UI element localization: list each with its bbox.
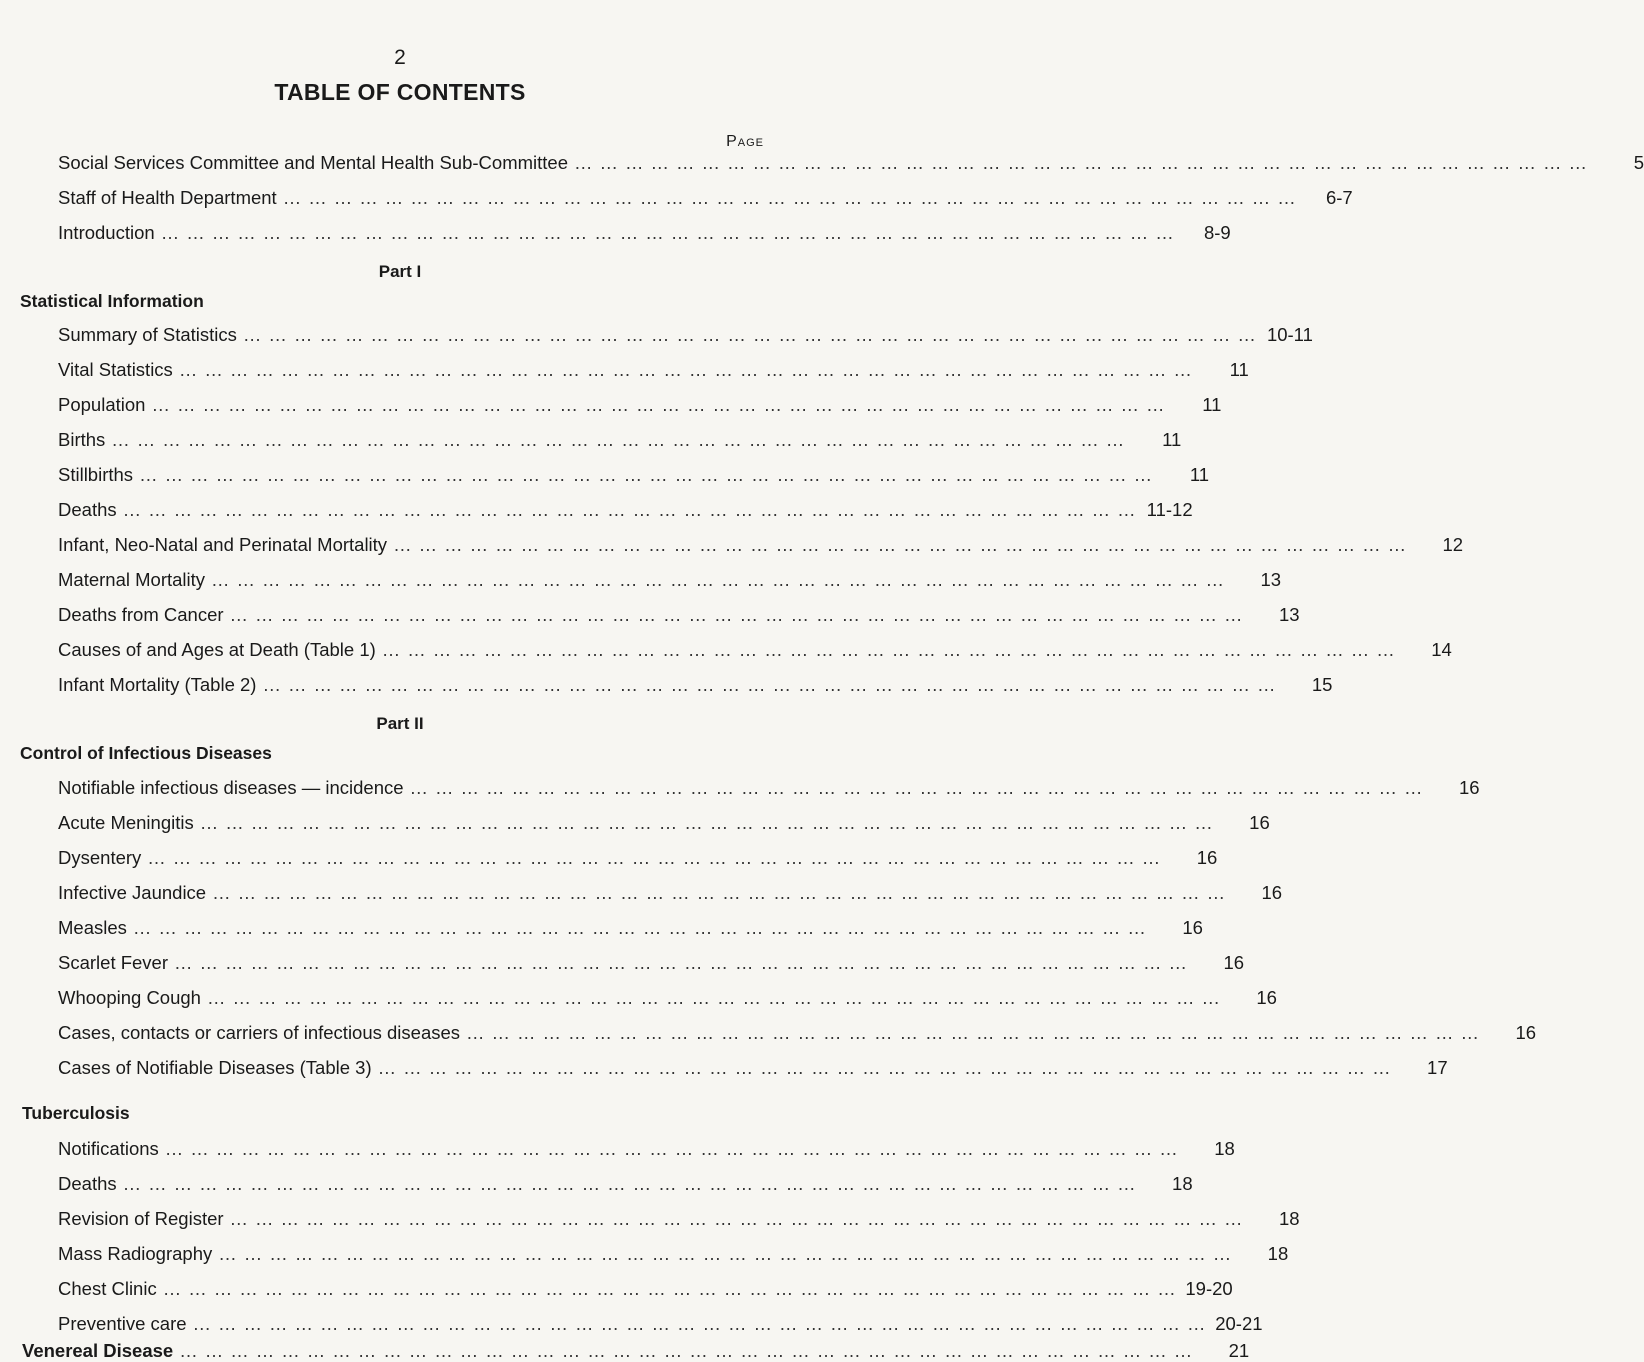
toc-entry-page: 16 bbox=[1249, 812, 1270, 833]
dot-leader: ………………………………………………………………………………………………………… bbox=[381, 639, 1402, 660]
toc-entry[interactable] bbox=[58, 1173, 1193, 1195]
toc-entry[interactable] bbox=[58, 1022, 1537, 1044]
dot-leader: ………………………………………………………………………………………………………… bbox=[377, 1057, 1398, 1078]
toc-entry[interactable] bbox=[58, 464, 1210, 486]
dot-leader: ………………………………………………………………………………………………………… bbox=[466, 1022, 1487, 1043]
dot-leader: ………………………………………………………………………………………………………… bbox=[151, 394, 1172, 415]
toc-entry-page: 16 bbox=[1261, 882, 1283, 903]
dot-leader: ………………………………………………………………………………………………………… bbox=[574, 152, 1594, 173]
toc-entry-page: 16 bbox=[1223, 952, 1245, 973]
dot-leader: ………………………………………………………………………………………………………… bbox=[229, 1208, 1250, 1229]
toc-entry-page: 11 bbox=[1189, 464, 1210, 485]
toc-entry-label: Staff of Health Department bbox=[58, 187, 277, 208]
toc-entry-page: 18 bbox=[1172, 1173, 1193, 1194]
toc-entry[interactable] bbox=[58, 952, 1245, 974]
toc-entry-label: Deaths from Cancer bbox=[58, 604, 224, 625]
toc-entry-page: 18 bbox=[1214, 1138, 1235, 1159]
toc-entry-label: Dysentery bbox=[58, 847, 142, 868]
toc-entry[interactable] bbox=[58, 812, 1270, 834]
dot-leader: ………………………………………………………………………………………………………… bbox=[393, 534, 1414, 555]
toc-entry-page: 10-11 bbox=[1266, 324, 1313, 345]
toc-entry-label: Infective Jaundice bbox=[58, 882, 207, 903]
dot-leader: ………………………………………………………………………………………………………… bbox=[212, 882, 1233, 903]
page-column-header: Page bbox=[726, 133, 764, 150]
dot-leader: ………………………………………………………………………………………………………… bbox=[178, 359, 1199, 380]
toc-entry-label: Maternal Mortality bbox=[58, 569, 206, 590]
toc-entry-label: Cases, contacts or carriers of infectious diseases bbox=[58, 1022, 461, 1043]
toc-entry-page: 16 bbox=[1515, 1022, 1537, 1043]
toc-entry[interactable] bbox=[58, 569, 1282, 591]
toc-entry-label: Stillbirths bbox=[58, 464, 134, 485]
toc-entry[interactable] bbox=[58, 152, 1644, 174]
toc-entry[interactable] bbox=[58, 1208, 1300, 1230]
toc-entry[interactable] bbox=[58, 1138, 1235, 1160]
toc-entry-label: Measles bbox=[58, 917, 127, 938]
toc-entry[interactable] bbox=[58, 1313, 1263, 1335]
toc-entry-label: Preventive care bbox=[58, 1313, 187, 1334]
toc-entry-label: Causes of and Ages at Death (Table 1) bbox=[58, 639, 376, 660]
dot-leader: ………………………………………………………………………………………………………… bbox=[111, 429, 1132, 450]
toc-entry-page: 20-21 bbox=[1215, 1313, 1263, 1334]
dot-leader: ………………………………………………………………………………………………………… bbox=[139, 464, 1160, 485]
toc-entry-label: Infant, Neo-Natal and Perinatal Mortality bbox=[58, 534, 388, 555]
toc-entry-label: Cases of Notifiable Diseases (Table 3) bbox=[58, 1057, 372, 1078]
toc-entry-page: 13 bbox=[1260, 569, 1282, 590]
toc-entry-label: Chest Clinic bbox=[58, 1278, 157, 1299]
toc-entry-page: 21 bbox=[1228, 1340, 1250, 1361]
toc-entry-page: 19-20 bbox=[1185, 1278, 1233, 1299]
dot-leader: ………………………………………………………………………………………………………… bbox=[262, 674, 1283, 695]
toc-entry-label: Vital Statistics bbox=[58, 359, 173, 380]
toc-entry[interactable] bbox=[58, 777, 1480, 799]
toc-entry-page: 16 bbox=[1256, 987, 1277, 1008]
dot-leader: ………………………………………………………………………………………………………… bbox=[192, 1313, 1213, 1334]
toc-entry[interactable] bbox=[58, 1057, 1448, 1079]
toc-entry[interactable] bbox=[58, 1243, 1289, 1265]
toc-entry[interactable] bbox=[58, 429, 1182, 451]
toc-entry-label: Social Services Committee and Mental Health Sub-Committee bbox=[58, 152, 568, 173]
dot-leader: ………………………………………………………………………………………………………… bbox=[229, 604, 1250, 625]
toc-entry-page: 5 bbox=[1633, 152, 1644, 173]
toc-entry-label: Acute Meningitis bbox=[58, 812, 194, 833]
toc-entry-page: 11-12 bbox=[1146, 499, 1193, 520]
dot-leader: ………………………………………………………………………………………………………… bbox=[162, 1278, 1183, 1299]
dot-leader: ………………………………………………………………………………………………………… bbox=[409, 777, 1430, 798]
dot-leader: ………………………………………………………………………………………………………… bbox=[242, 324, 1263, 345]
toc-entry-page: 18 bbox=[1278, 1208, 1300, 1229]
dot-leader: ………………………………………………………………………………………………………… bbox=[164, 1138, 1185, 1159]
page-number: 2 bbox=[394, 46, 406, 69]
toc-entry-page: 11 bbox=[1202, 394, 1222, 415]
toc-entry[interactable] bbox=[58, 987, 1277, 1009]
toc-entry-label: Births bbox=[58, 429, 106, 450]
dot-leader: ………………………………………………………………………………………………………… bbox=[122, 1173, 1143, 1194]
section-heading: Tuberculosis bbox=[22, 1103, 130, 1123]
toc-entry-label: Whooping Cough bbox=[58, 987, 201, 1008]
toc-entry-label: Introduction bbox=[58, 222, 155, 243]
part-heading: Part II bbox=[376, 714, 424, 733]
toc-entry[interactable] bbox=[58, 847, 1218, 869]
toc-entry-page: 13 bbox=[1278, 604, 1300, 625]
toc-entry-page: 17 bbox=[1427, 1057, 1448, 1078]
dot-leader: ………………………………………………………………………………………………………… bbox=[179, 1340, 1200, 1361]
toc-entry[interactable] bbox=[58, 534, 1464, 556]
toc-entry-label: Deaths bbox=[58, 1173, 117, 1194]
dot-leader: ………………………………………………………………………………………………………… bbox=[132, 917, 1153, 938]
toc-entry-label: Notifications bbox=[58, 1138, 159, 1159]
toc-entry[interactable] bbox=[58, 604, 1300, 626]
toc-entry-label: Summary of Statistics bbox=[58, 324, 237, 345]
section-heading: Control of Infectious Diseases bbox=[20, 743, 272, 763]
document-title: TABLE OF CONTENTS bbox=[274, 79, 526, 105]
toc-entry-page: 15 bbox=[1311, 674, 1333, 695]
dot-leader: ………………………………………………………………………………………………………… bbox=[218, 1243, 1239, 1264]
dot-leader: ………………………………………………………………………………………………………… bbox=[147, 847, 1168, 868]
toc-entry[interactable] bbox=[58, 359, 1249, 381]
toc-entry[interactable] bbox=[58, 1278, 1233, 1300]
dot-leader: ………………………………………………………………………………………………………… bbox=[206, 987, 1227, 1008]
toc-entry[interactable] bbox=[58, 324, 1313, 346]
dot-leader: ………………………………………………………………………………………………………… bbox=[282, 187, 1303, 208]
toc-entry-page: 8-9 bbox=[1203, 222, 1231, 243]
toc-entry-page: 18 bbox=[1267, 1243, 1289, 1264]
toc-entry[interactable] bbox=[58, 187, 1353, 209]
toc-entry-label: Revision of Register bbox=[58, 1208, 224, 1229]
toc-entry-label: Mass Radiography bbox=[58, 1243, 213, 1264]
toc-entry-label: Venereal Disease bbox=[22, 1340, 174, 1361]
toc-entry-page: 11 bbox=[1162, 429, 1182, 450]
toc-entry[interactable] bbox=[58, 639, 1452, 661]
toc-entry-label: Population bbox=[58, 394, 146, 415]
toc-entry-venereal[interactable] bbox=[22, 1340, 1250, 1362]
toc-entry[interactable] bbox=[58, 499, 1193, 521]
toc-entry[interactable] bbox=[58, 882, 1283, 904]
toc-entry-label: Scarlet Fever bbox=[58, 952, 169, 973]
toc-entry[interactable] bbox=[58, 394, 1222, 416]
toc-entry-page: 16 bbox=[1196, 847, 1218, 868]
dot-leader: ………………………………………………………………………………………………………… bbox=[199, 812, 1220, 833]
part-heading: Part I bbox=[378, 262, 422, 281]
toc-entry[interactable] bbox=[58, 222, 1231, 244]
dot-leader: ………………………………………………………………………………………………………… bbox=[122, 499, 1143, 520]
toc-entry-label: Infant Mortality (Table 2) bbox=[58, 674, 257, 695]
toc-entry-label: Deaths bbox=[58, 499, 117, 520]
section-heading: Statistical Information bbox=[20, 291, 204, 311]
toc-entry-page: 12 bbox=[1442, 534, 1464, 555]
toc-entry-page: 6-7 bbox=[1325, 187, 1353, 208]
toc-entry-page: 11 bbox=[1229, 359, 1249, 380]
toc-entry-page: 16 bbox=[1458, 777, 1480, 798]
toc-entry-label: Notifiable infectious diseases — incidence bbox=[58, 777, 404, 798]
toc-entry[interactable] bbox=[58, 674, 1333, 696]
dot-leader: ………………………………………………………………………………………………………… bbox=[160, 222, 1181, 243]
toc-entry-page: 14 bbox=[1431, 639, 1452, 660]
dot-leader: ………………………………………………………………………………………………………… bbox=[174, 952, 1195, 973]
dot-leader: ………………………………………………………………………………………………………… bbox=[211, 569, 1232, 590]
toc-entry[interactable] bbox=[58, 917, 1203, 939]
toc-entry-page: 16 bbox=[1182, 917, 1203, 938]
